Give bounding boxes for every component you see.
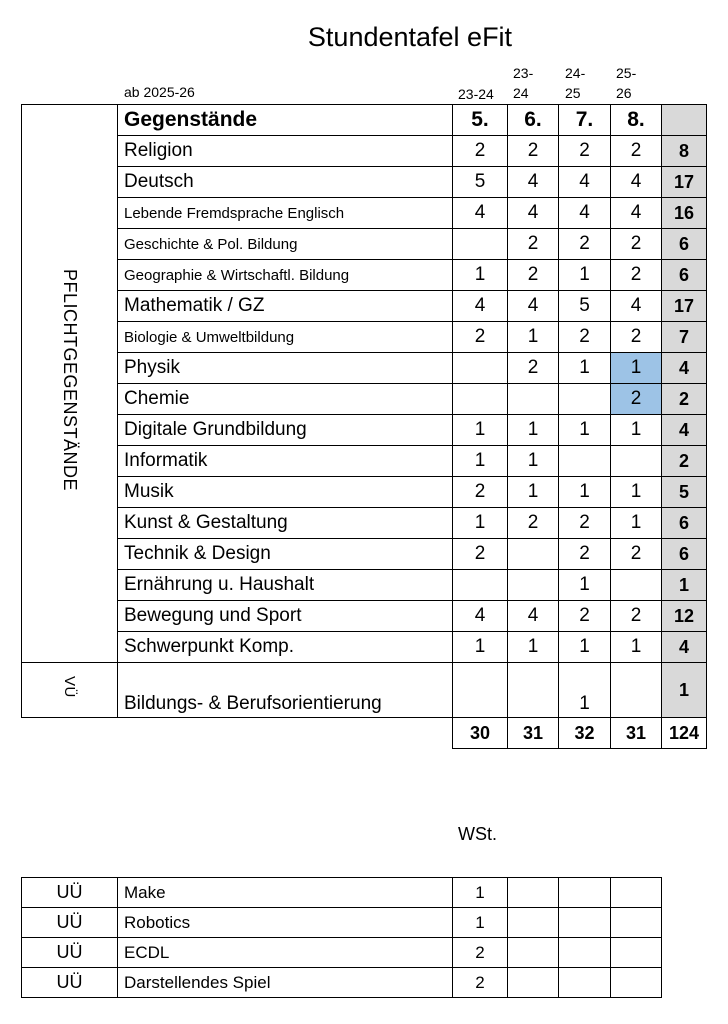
table-row xyxy=(22,632,707,663)
row-total: 2 xyxy=(662,384,707,415)
hours-cell: 2 xyxy=(611,539,662,570)
subject-name: Digitale Grundbildung xyxy=(118,415,453,446)
hours-cell: 1 xyxy=(508,322,559,353)
elective-row xyxy=(22,878,662,908)
group-vu-label: VÜ xyxy=(61,676,78,698)
row-total: 4 xyxy=(662,353,707,384)
empty-cell xyxy=(508,938,559,968)
hours-cell: 4 xyxy=(453,601,508,632)
hours-cell: 1 xyxy=(453,508,508,539)
year-col-4 xyxy=(616,63,636,103)
year-col-2-line1: 23- xyxy=(513,65,534,81)
hours-cell: 2 xyxy=(611,601,662,632)
subject-name: Musik xyxy=(118,477,453,508)
empty-cell xyxy=(508,908,559,938)
hours-cell: 1 xyxy=(508,477,559,508)
table-row xyxy=(22,322,707,353)
subject-name: Deutsch xyxy=(118,167,453,198)
hours-cell: 4 xyxy=(508,198,559,229)
page-title: Stundentafel eFit xyxy=(307,22,513,52)
row-total: 6 xyxy=(662,508,707,539)
empty-cell xyxy=(559,908,611,938)
vu-row xyxy=(22,663,707,718)
hours-cell xyxy=(559,446,611,477)
sum-blank xyxy=(22,718,118,749)
hours-cell: 4 xyxy=(611,167,662,198)
row-total: 12 xyxy=(662,601,707,632)
hours-cell: 2 xyxy=(453,477,508,508)
row-total: 17 xyxy=(662,291,707,322)
elective-wst: 2 xyxy=(453,938,508,968)
subject-name: Geographie & Wirtschaftl. Bildung xyxy=(118,260,453,291)
elective-wst: 1 xyxy=(453,908,508,938)
hours-cell: 4 xyxy=(508,601,559,632)
hours-cell: 4 xyxy=(508,291,559,322)
hours-cell: 2 xyxy=(453,136,508,167)
wst-label: WSt. xyxy=(458,824,497,844)
year-col-3 xyxy=(565,63,585,103)
row-total: 4 xyxy=(662,632,707,663)
elective-type: UÜ xyxy=(22,908,118,938)
hours-cell: 1 xyxy=(453,260,508,291)
subject-name: Ernährung u. Haushalt xyxy=(118,570,453,601)
empty-cell xyxy=(559,968,611,998)
sum-blank xyxy=(118,718,453,749)
hours-cell xyxy=(611,446,662,477)
hours-cell xyxy=(453,663,508,718)
year-col-1 xyxy=(458,84,494,104)
subject-name: Physik xyxy=(118,353,453,384)
hours-cell: 1 xyxy=(559,415,611,446)
empty-cell xyxy=(611,878,662,908)
empty-cell xyxy=(508,968,559,998)
elective-name: Robotics xyxy=(118,908,453,938)
hours-cell: 1 xyxy=(611,477,662,508)
year-col-4-line1: 25- xyxy=(616,65,637,81)
subject-name: Bewegung und Sport xyxy=(118,601,453,632)
hours-cell: 2 xyxy=(611,136,662,167)
subject-name: Schwerpunkt Komp. xyxy=(118,632,453,663)
hours-cell xyxy=(453,229,508,260)
row-total: 1 xyxy=(662,663,707,718)
hours-cell: 1 xyxy=(611,508,662,539)
subject-name: Chemie xyxy=(118,384,453,415)
hours-cell: 1 xyxy=(559,353,611,384)
sum-row xyxy=(22,718,707,749)
row-total: 1 xyxy=(662,570,707,601)
hours-cell xyxy=(508,539,559,570)
hours-cell: 4 xyxy=(611,198,662,229)
year-col-1-line2: 23-24 xyxy=(458,86,494,102)
empty-cell xyxy=(559,938,611,968)
hours-cell xyxy=(508,384,559,415)
table-row xyxy=(22,539,707,570)
table-row xyxy=(22,291,707,322)
table-row xyxy=(22,229,707,260)
hours-cell: 2 xyxy=(611,260,662,291)
table-row xyxy=(22,384,707,415)
hours-cell: 2 xyxy=(559,136,611,167)
subject-name: Informatik xyxy=(118,446,453,477)
year-col-3-line2: 25 xyxy=(565,85,581,101)
hours-cell: 4 xyxy=(611,291,662,322)
electives-table xyxy=(21,877,662,998)
hours-cell: 2 xyxy=(508,136,559,167)
subject-name: Mathematik / GZ xyxy=(118,291,453,322)
empty-cell xyxy=(611,938,662,968)
hours-cell: 2 xyxy=(559,601,611,632)
hours-cell: 4 xyxy=(559,198,611,229)
hours-cell: 2 xyxy=(611,384,662,415)
hours-cell: 5 xyxy=(453,167,508,198)
header-grade: 8. xyxy=(611,105,662,136)
row-total: 7 xyxy=(662,322,707,353)
hours-cell: 1 xyxy=(508,446,559,477)
table-row xyxy=(22,260,707,291)
row-total: 8 xyxy=(662,136,707,167)
header-subject: Gegenstände xyxy=(118,105,453,136)
sum-cell: 32 xyxy=(559,718,611,749)
hours-cell: 2 xyxy=(559,322,611,353)
table-row xyxy=(22,570,707,601)
empty-cell xyxy=(508,878,559,908)
hours-cell xyxy=(611,663,662,718)
hours-cell xyxy=(453,384,508,415)
hours-cell: 2 xyxy=(559,508,611,539)
empty-cell xyxy=(611,908,662,938)
valid-from-label: ab 2025-26 xyxy=(124,84,195,100)
hours-cell xyxy=(559,384,611,415)
subject-name: Biologie & Umweltbildung xyxy=(118,322,453,353)
hours-cell xyxy=(508,570,559,601)
hours-cell: 4 xyxy=(559,167,611,198)
hours-cell: 2 xyxy=(611,322,662,353)
header-total xyxy=(662,105,707,136)
header-grade: 7. xyxy=(559,105,611,136)
hours-cell: 2 xyxy=(508,260,559,291)
row-total: 4 xyxy=(662,415,707,446)
table-row xyxy=(22,446,707,477)
subject-name: Lebende Fremdsprache Englisch xyxy=(118,198,453,229)
sum-cell: 30 xyxy=(453,718,508,749)
row-total: 6 xyxy=(662,539,707,570)
hours-cell: 1 xyxy=(453,632,508,663)
hours-cell: 4 xyxy=(508,167,559,198)
group-pflicht xyxy=(22,105,118,663)
hours-cell xyxy=(611,570,662,601)
hours-cell: 1 xyxy=(611,353,662,384)
year-col-2 xyxy=(513,63,533,103)
elective-name: Make xyxy=(118,878,453,908)
elective-type: UÜ xyxy=(22,938,118,968)
header-grade: 5. xyxy=(453,105,508,136)
year-col-2-line2: 24 xyxy=(513,85,529,101)
table-row xyxy=(22,601,707,632)
sum-cell: 31 xyxy=(508,718,559,749)
hours-cell: 1 xyxy=(508,415,559,446)
table-row xyxy=(22,136,707,167)
hours-cell: 1 xyxy=(453,415,508,446)
row-total: 17 xyxy=(662,167,707,198)
hours-cell: 2 xyxy=(559,539,611,570)
table-row xyxy=(22,415,707,446)
empty-cell xyxy=(559,878,611,908)
elective-row xyxy=(22,938,662,968)
group-pflicht-label: PFLICHTGEGENSTÄNDE xyxy=(60,269,80,492)
row-total: 6 xyxy=(662,229,707,260)
hours-cell: 4 xyxy=(453,198,508,229)
hours-cell: 2 xyxy=(559,229,611,260)
hours-cell: 1 xyxy=(453,446,508,477)
row-total: 2 xyxy=(662,446,707,477)
subject-name: Bildungs- & Berufsorientierung xyxy=(118,663,453,718)
elective-name: ECDL xyxy=(118,938,453,968)
group-vu xyxy=(22,663,118,718)
hours-cell: 1 xyxy=(559,663,611,718)
elective-type: UÜ xyxy=(22,968,118,998)
header-row xyxy=(22,105,707,136)
hours-cell: 1 xyxy=(559,260,611,291)
row-total: 5 xyxy=(662,477,707,508)
hours-cell: 2 xyxy=(453,322,508,353)
hours-cell: 2 xyxy=(453,539,508,570)
year-col-3-line1: 24- xyxy=(565,65,586,81)
hours-cell: 2 xyxy=(508,353,559,384)
hours-cell: 1 xyxy=(611,632,662,663)
hours-cell: 1 xyxy=(559,477,611,508)
header-grade: 6. xyxy=(508,105,559,136)
elective-type: UÜ xyxy=(22,878,118,908)
elective-wst: 1 xyxy=(453,878,508,908)
elective-wst: 2 xyxy=(453,968,508,998)
hours-cell xyxy=(453,570,508,601)
table-row xyxy=(22,508,707,539)
table-row xyxy=(22,353,707,384)
table-row xyxy=(22,167,707,198)
year-col-4-line2: 26 xyxy=(616,85,632,101)
sum-cell: 124 xyxy=(662,718,707,749)
table-row xyxy=(22,198,707,229)
hours-cell: 2 xyxy=(611,229,662,260)
hours-cell xyxy=(453,353,508,384)
hours-cell: 2 xyxy=(508,229,559,260)
hours-cell: 1 xyxy=(611,415,662,446)
hours-cell: 2 xyxy=(508,508,559,539)
elective-row xyxy=(22,908,662,938)
subject-name: Technik & Design xyxy=(118,539,453,570)
empty-cell xyxy=(611,968,662,998)
row-total: 16 xyxy=(662,198,707,229)
hours-cell: 4 xyxy=(453,291,508,322)
hours-cell: 1 xyxy=(559,570,611,601)
hours-cell: 5 xyxy=(559,291,611,322)
row-total: 6 xyxy=(662,260,707,291)
table-row xyxy=(22,477,707,508)
hours-cell: 1 xyxy=(508,632,559,663)
sum-cell: 31 xyxy=(611,718,662,749)
elective-row xyxy=(22,968,662,998)
hours-cell xyxy=(508,663,559,718)
elective-name: Darstellendes Spiel xyxy=(118,968,453,998)
subject-name: Kunst & Gestaltung xyxy=(118,508,453,539)
subject-name: Geschichte & Pol. Bildung xyxy=(118,229,453,260)
timetable xyxy=(21,104,707,749)
hours-cell: 1 xyxy=(559,632,611,663)
subject-name: Religion xyxy=(118,136,453,167)
